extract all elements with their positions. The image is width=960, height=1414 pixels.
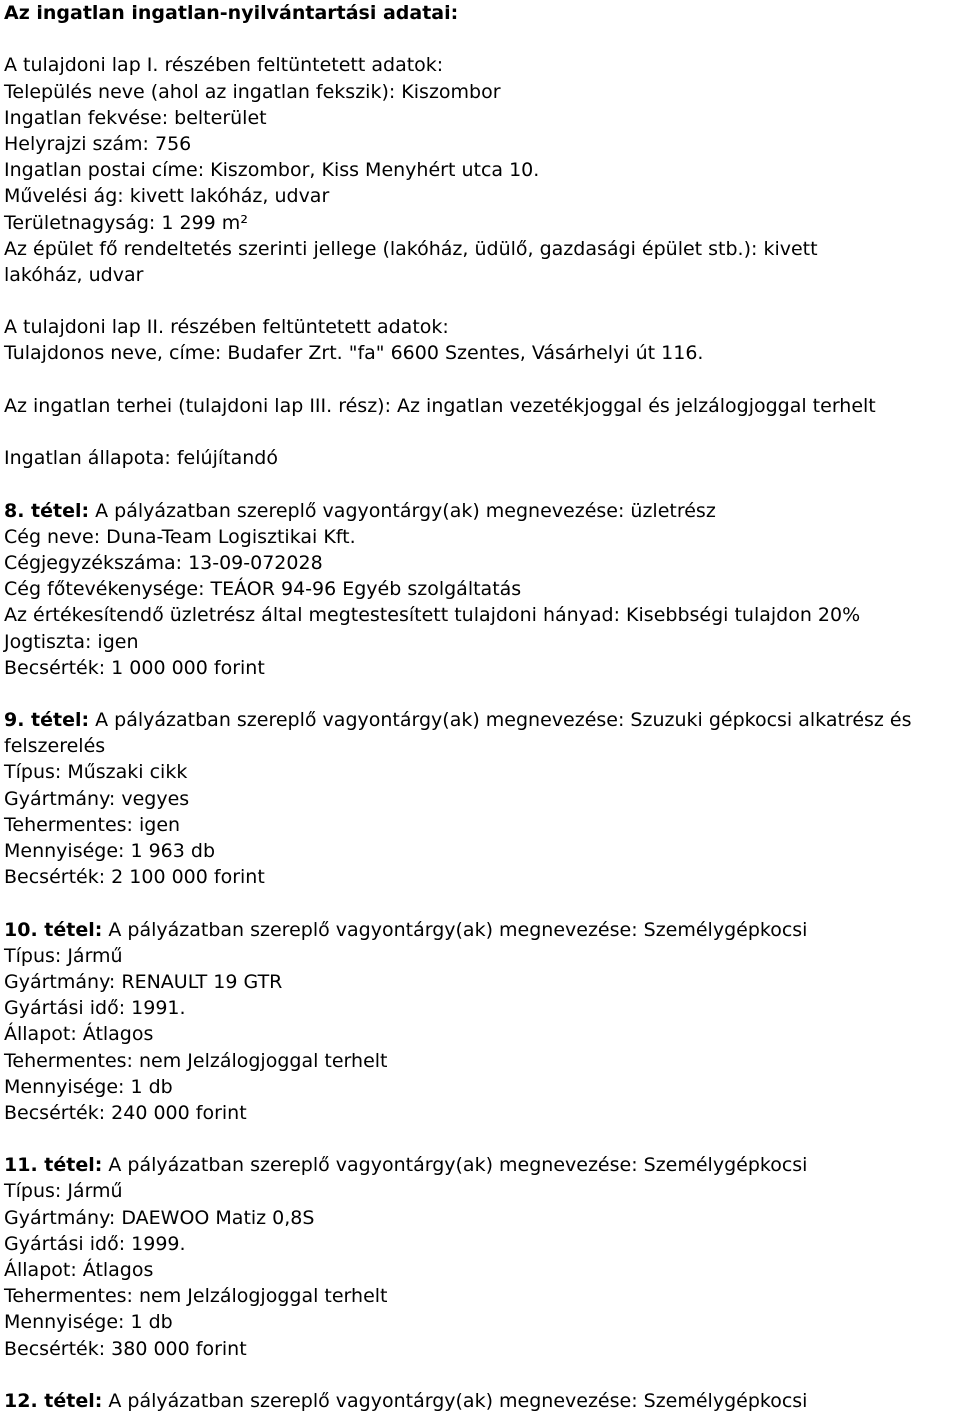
document-page [4, 0, 958, 1414]
spacer [4, 1362, 958, 1388]
lot-detail: Mennyisége: 1 963 db [4, 840, 216, 862]
lot-section [4, 498, 958, 681]
spacer [4, 1126, 958, 1152]
lot-detail: Az értékesítendő üzletrész által megtestesített tulajdoni hányad: Kisebbségi tulajdon 20% [4, 604, 861, 627]
owner-line: Tulajdonos neve, címe: Budafer Zrt. "fa" 6600 Szentes, Vásárhelyi út 116. [4, 342, 704, 365]
lot-section [4, 1388, 958, 1414]
document-heading: Az ingatlan ingatlan-nyilvántartási adatai: [4, 2, 459, 24]
spacer [4, 471, 958, 497]
lot-detail: Becsérték: 240 000 forint [4, 1101, 247, 1124]
spacer [4, 681, 958, 707]
lot-label: 10. tétel: [4, 918, 103, 941]
spacer [4, 288, 958, 314]
lot-detail: Típus: Műszaki cikk [4, 761, 188, 784]
part2-section [4, 314, 958, 366]
lot-detail: Típus: Jármű [4, 1180, 123, 1203]
lot-detail: Gyártmány: vegyes [4, 787, 190, 810]
part2-title: A tulajdoni lap II. részében feltüntetett adatok: [4, 316, 449, 339]
lot-detail: Becsérték: 380 000 forint [4, 1337, 247, 1360]
lot-detail: Gyártmány: DAEWOO Matiz 0,8S [4, 1206, 315, 1229]
lot-detail: Gyártmány: RENAULT 19 GTR [4, 970, 283, 993]
lot-label: 8. tétel: [4, 499, 90, 522]
lot-detail: Állapot: Átlagos [4, 1259, 154, 1281]
part1-line: Területnagyság: 1 299 m² [4, 211, 248, 234]
lot-detail: Típus: Jármű [4, 944, 123, 967]
part1-line: Az épület fő rendeltetés szerinti jellege (lakóház, üdülő, gazdasági épület stb.): kivett [4, 237, 818, 260]
part1-line: Település neve (ahol az ingatlan fekszik): Kiszombor [4, 80, 501, 103]
part1-section [4, 52, 958, 288]
lot-detail: Cégjegyzékszáma: 13-09-072028 [4, 551, 323, 574]
part1-line: Művelési ág: kivett lakóház, udvar [4, 185, 330, 208]
part1-line: lakóház, udvar [4, 263, 144, 286]
lot-detail: Jogtiszta: igen [4, 630, 139, 653]
lot-detail: Becsérték: 1 000 000 forint [4, 656, 265, 679]
lot-detail: Cég neve: Duna-Team Logisztikai Kft. [4, 525, 356, 548]
part1-line: Helyrajzi szám: 756 [4, 132, 192, 155]
lot-title-line [4, 1388, 958, 1414]
lot-title: A pályázatban szereplő vagyontárgy(ak) megnevezése: Személygépkocsi [102, 918, 808, 941]
lot-detail: Becsérték: 2 100 000 forint [4, 866, 265, 889]
lot-title: A pályázatban szereplő vagyontárgy(ak) megnevezése: Személygépkocsi [102, 1154, 808, 1177]
lot-title-line [4, 498, 958, 524]
lot-detail: Tehermentes: nem Jelzálogjoggal terhelt [4, 1049, 388, 1072]
part1-title: A tulajdoni lap I. részében feltüntetett adatok: [4, 54, 444, 77]
lot-detail: Állapot: Átlagos [4, 1023, 154, 1046]
part1-line: Ingatlan fekvése: belterület [4, 106, 267, 129]
burdens-line: Az ingatlan terhei (tulajdoni lap III. rész): Az ingatlan vezetékjoggal és jelzálogjoggal terhelt [4, 394, 876, 417]
spacer [4, 367, 958, 393]
lot-label: 12. tétel: [4, 1389, 103, 1412]
lot-title: A pályázatban szereplő vagyontárgy(ak) megnevezése: üzletrész [89, 499, 716, 522]
spacer [4, 26, 958, 52]
part1-line: Ingatlan postai címe: Kiszombor, Kiss Menyhért utca 10. [4, 159, 540, 182]
lot-detail: Gyártási idő: 1991. [4, 997, 186, 1020]
lot-detail: Mennyisége: 1 db [4, 1075, 173, 1098]
lot-section [4, 1152, 958, 1362]
lot-section [4, 917, 958, 1127]
lot-title: A pályázatban szereplő vagyontárgy(ak) megnevezése: Személygépkocsi [102, 1389, 808, 1412]
spacer [4, 890, 958, 916]
lot-detail: Tehermentes: nem Jelzálogjoggal terhelt [4, 1285, 388, 1308]
spacer [4, 419, 958, 445]
lot-label: 11. tétel: [4, 1154, 103, 1177]
lot-detail: Tehermentes: igen [4, 813, 181, 836]
lot-title-line [4, 707, 958, 733]
lot-detail: Cég főtevékenysége: TEÁOR 94-96 Egyéb szolgáltatás [4, 578, 522, 601]
lot-label: 9. tétel: [4, 709, 90, 732]
lot-detail: Mennyisége: 1 db [4, 1311, 173, 1334]
lot-title: A pályázatban szereplő vagyontárgy(ak) megnevezése: Szuzuki gépkocsi alkatrész és [89, 709, 912, 732]
lot-section [4, 707, 958, 890]
lot-title-continuation: felszerelés [4, 735, 106, 758]
lot-title-line [4, 1152, 958, 1178]
lot-detail: Gyártási idő: 1999. [4, 1232, 186, 1255]
lot-title-line [4, 917, 958, 943]
condition-line: Ingatlan állapota: felújítandó [4, 447, 278, 470]
